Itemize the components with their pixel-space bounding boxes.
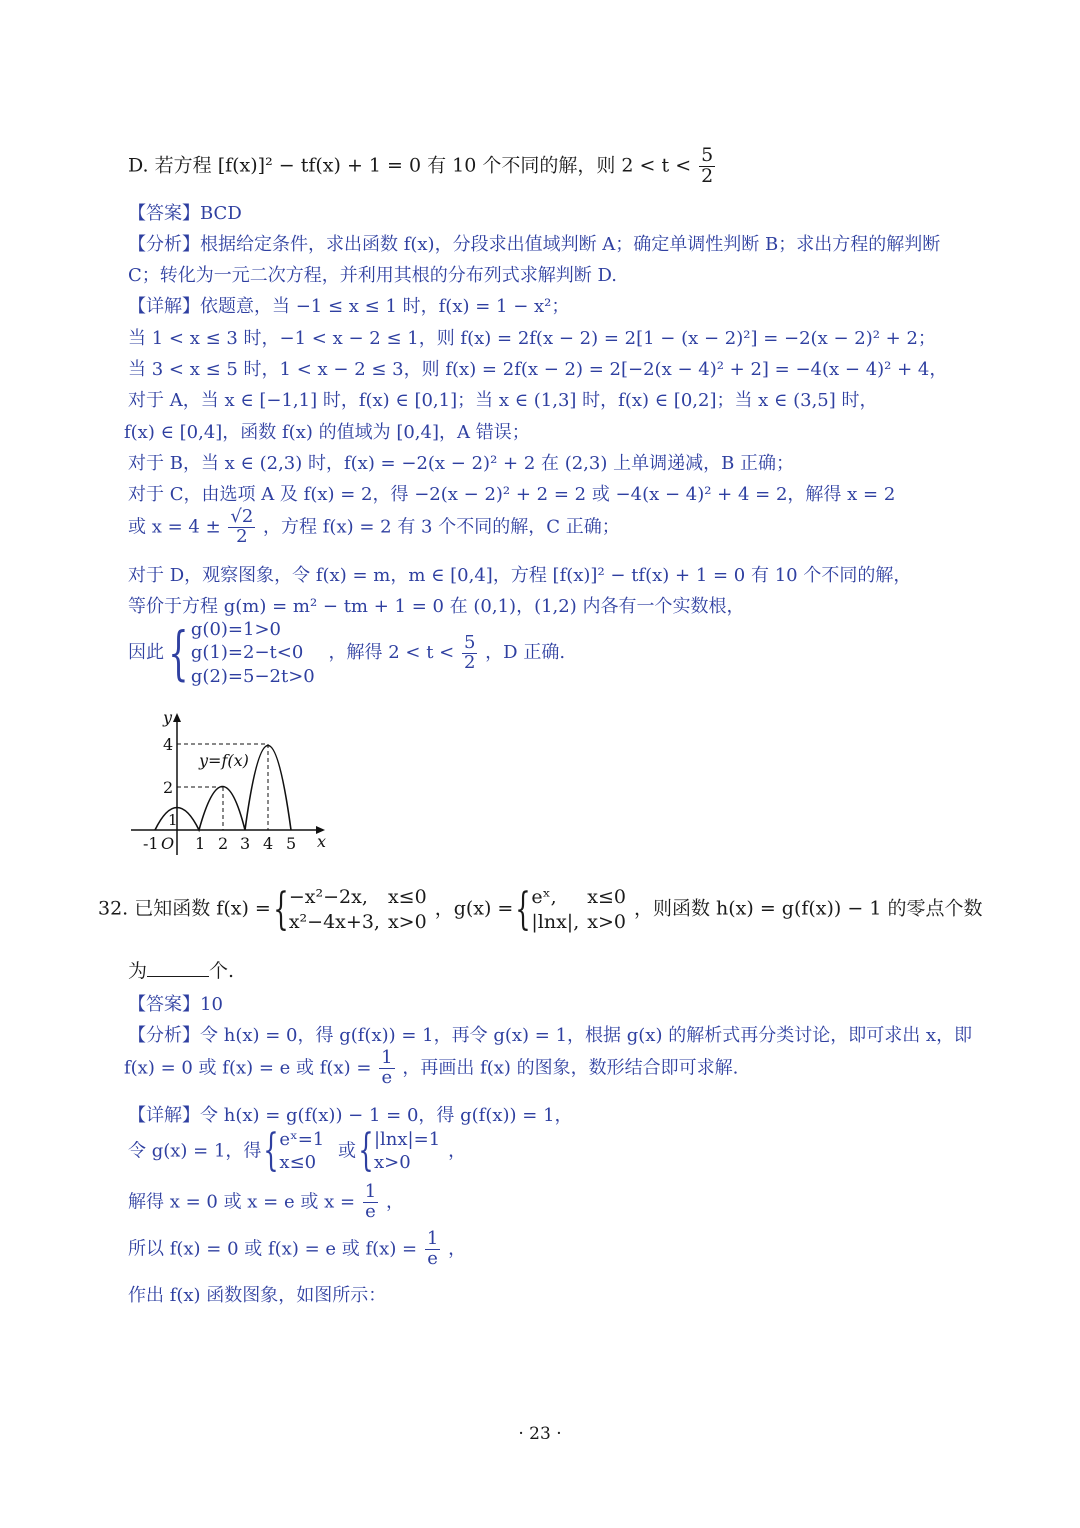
q31-analysis-line2: C；转化为一元二次方程，并利用其根的分布列式求解判断 D. bbox=[128, 265, 618, 286]
fraction-5-2-result: $\frac{5}{2}$ bbox=[463, 631, 476, 673]
question-number: 32. bbox=[98, 897, 129, 920]
q31-option-d bbox=[128, 146, 717, 187]
left-brace-icon: { bbox=[358, 1125, 374, 1177]
left-brace-icon: { bbox=[273, 883, 289, 935]
fraction-5-2: $\frac{5}{2}$ bbox=[701, 144, 714, 187]
y-axis-arrow-icon bbox=[173, 713, 181, 722]
q31-detail-line2: 当 1 < x ≤ 3 时，−1 < x − 2 ≤ 1，则 f(x) = 2f(x − 2) = 2[1 − (x − 2)²] = −2(x − 2)² + 2； bbox=[128, 328, 936, 349]
q32-analysis-line1: 【分析】令 h(x) = 0，得 g(f(x)) = 1，再令 g(x) = 1，根据 g(x) 的解析式再分类讨论，即可求出 x，即 bbox=[128, 1025, 973, 1046]
q31-analysis-line1: 【分析】根据给定条件，求出函数 f(x)，分段求出值域判断 A；确定单调性判断 B；求出方程的解判断 bbox=[128, 234, 941, 255]
q31-detail-line9: 对于 D，观察图象，令 f(x) = m，m ∈ [0,4]，方程 [f(x)]² − tf(x) + 1 = 0 有 10 个不同的解， bbox=[128, 565, 912, 586]
page-number: · 23 · bbox=[518, 1424, 562, 1444]
q32-detail-line1: 【详解】令 h(x) = g(f(x)) − 1 = 0，得 g(f(x)) = 1， bbox=[128, 1105, 573, 1126]
xtick-2: 2 bbox=[218, 834, 229, 853]
xtick-4: 4 bbox=[263, 834, 274, 853]
g-piecewise: eˣ, x≤0 |lnx|, x>0 bbox=[531, 886, 626, 933]
f-piecewise: −x²−2x, x≤0 x²−4x+3, x>0 bbox=[288, 886, 427, 933]
function-graph bbox=[125, 705, 340, 865]
left-brace-icon: { bbox=[168, 619, 189, 688]
left-brace-icon: { bbox=[515, 883, 532, 935]
left-brace-icon: { bbox=[263, 1125, 280, 1177]
answer-blank[interactable] bbox=[147, 958, 209, 977]
xtick-3: 3 bbox=[240, 834, 251, 853]
ytick-4: 4 bbox=[163, 735, 174, 754]
xtick-5: 5 bbox=[286, 834, 297, 853]
q32-detail-line3: 解得 x = 0 或 x = e 或 x = $\frac{1}{e}$ ， bbox=[128, 1181, 404, 1222]
q32-analysis-line2: f(x) = 0 或 f(x) = e 或 f(x) = $\frac{1}{e}$ ，再画出 f(x) 的图象，数形结合即可求解. bbox=[124, 1047, 739, 1088]
fraction-1-e: $\frac{1}{e}$ bbox=[426, 1228, 439, 1269]
q32-detail-line5: 作出 f(x) 函数图象，如图所示： bbox=[128, 1285, 387, 1306]
origin-label: O bbox=[161, 834, 175, 853]
q31-detail-line8: 或 x = 4 ± $\frac{√2}{2}$ ，方程 f(x) = 2 有 3 个不同的解，C 正确； bbox=[128, 506, 620, 547]
q31-detail-line10: 等价于方程 g(m) = m² − tm + 1 = 0 在 (0,1)，(1,2) 内各有一个实数根， bbox=[128, 596, 745, 617]
q32-detail-line2: 令 g(x) = 1，得{ eˣ=1 x≤0 或{ |lnx|=1 x>0 ， bbox=[128, 1125, 467, 1177]
system-2: |lnx|=1 x>0 bbox=[373, 1129, 441, 1174]
q31-detail-line3: 当 3 < x ≤ 5 时，1 < x − 2 ≤ 3，则 f(x) = 2f(x − 2) = 2[−2(x − 4)² + 2] = −4(x − 4)² + 4， bbox=[128, 359, 948, 380]
y-axis-label: y bbox=[163, 708, 173, 727]
xtick-1: 1 bbox=[195, 834, 206, 853]
q32-stem-line1: 32. 已知函数 f(x) ={ −x²−2x, x≤0 x²−4x+3, x>0 ，g(x) ={ eˣ, x≤0 |lnx|, x>0 ，则函数 h(x) = g(f(x)) − 1 的零点个数 bbox=[98, 883, 983, 935]
q32-answer: 【答案】10 bbox=[128, 994, 223, 1015]
system-1: eˣ=1 x≤0 bbox=[279, 1129, 325, 1174]
fraction-1-e: $\frac{1}{e}$ bbox=[364, 1181, 377, 1222]
q31-detail-line7: 对于 C，由选项 A 及 f(x) = 2，得 −2(x − 2)² + 2 = 2 或 −4(x − 4)² + 4 = 2，解得 x = 2 bbox=[128, 484, 896, 505]
option-d-text: 若方程 [f(x)]² − tf(x) + 1 = 0 有 10 个不同的解，则 2 < t < bbox=[154, 154, 692, 177]
option-d-label: D. bbox=[128, 154, 149, 177]
inequality-system: g(0)=1>0 g(1)=2−t<0 g(2)=5−2t>0 bbox=[190, 619, 315, 687]
xtick-minus1: -1 bbox=[143, 834, 159, 853]
ytick-2: 2 bbox=[163, 778, 174, 797]
q31-detail-line1: 【详解】依题意，当 −1 ≤ x ≤ 1 时，f(x) = 1 − x²； bbox=[128, 296, 570, 317]
curve-label: y=f(x) bbox=[199, 751, 249, 770]
q31-detail-line11: 因此{ g(0)=1>0 g(1)=2−t<0 g(2)=5−2t>0 ，解得 2 < t < $\frac{5}{2}$ ，D 正确. bbox=[128, 619, 566, 688]
q31-answer: 【答案】BCD bbox=[128, 203, 242, 224]
q31-detail-line6: 对于 B，当 x ∈ (2,3) 时，f(x) = −2(x − 2)² + 2 在 (2,3) 上单调递减，B 正确； bbox=[128, 453, 795, 474]
fraction-1-e: $\frac{1}{e}$ bbox=[381, 1047, 393, 1088]
fraction-sqrt2-2: $\frac{√2}{2}$ bbox=[230, 506, 254, 547]
ytick-1: 1 bbox=[168, 811, 178, 829]
q32-detail-line4: 所以 f(x) = 0 或 f(x) = e 或 f(x) = $\frac{1}{e}$ ， bbox=[128, 1228, 467, 1269]
q32-stem-line2: 为 个. bbox=[128, 960, 235, 982]
q31-detail-line5: f(x) ∈ [0,4]，函数 f(x) 的值域为 [0,4]，A 错误； bbox=[124, 422, 530, 443]
x-axis-label: x bbox=[317, 832, 327, 851]
q31-detail-line4: 对于 A，当 x ∈ [−1,1] 时，f(x) ∈ [0,1]；当 x ∈ (1,3] 时，f(x) ∈ [0,2]；当 x ∈ (3,5] 时， bbox=[128, 390, 878, 411]
